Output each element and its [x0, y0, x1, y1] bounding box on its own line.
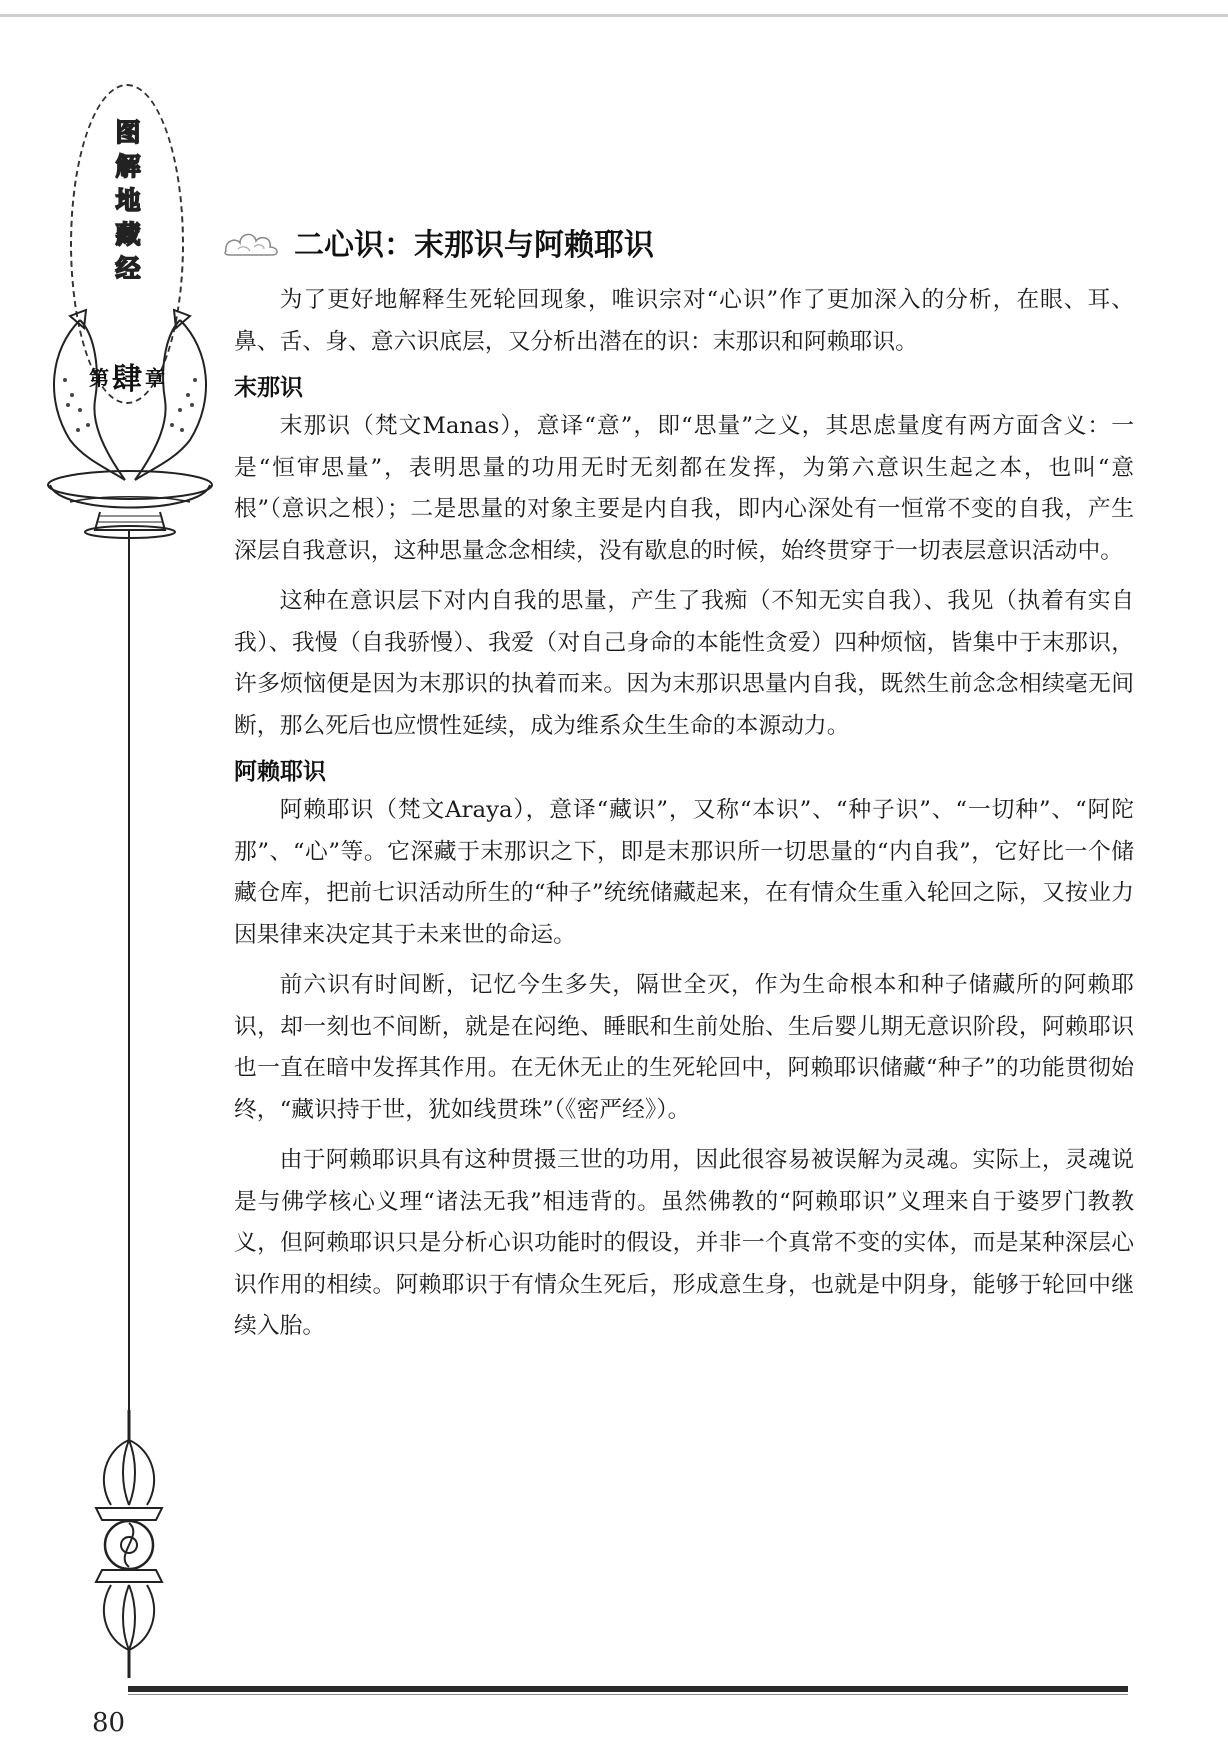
intro-paragraph: 为了更好地解释生死轮回现象，唯识宗对“心识”作了更加深入的分析，在眼、耳、鼻、舌、身、意六识底层，又分析出潜在的识：末那识和阿赖耶识。: [234, 287, 1134, 355]
manas-heading: 末那识: [234, 375, 303, 401]
book-title-vertical: [108, 116, 148, 286]
chapter-badge: [70, 342, 184, 410]
alaya-heading: 阿赖耶识: [234, 759, 326, 785]
alaya-paragraph: 阿赖耶识（梵文Araya），意译“藏识”，又称“本识”、“种子识”、“一切种”、“阿陀那”、“心”等。它深藏于末那识之下，即是末那识所一切思量的“内自我”，它好比一个储藏仓库，把前七识活动所生的“种子”统统储藏起来，在有情众生重入轮回之际，又按业力因果律来决定其于未来世的命运。: [234, 797, 1134, 948]
chapter-suffix: 章: [145, 365, 165, 390]
page-number: 80: [92, 1708, 126, 1738]
fish-lotus-ornament-icon: [40, 280, 220, 540]
footer-rule-thin: [128, 1694, 1128, 1695]
manas-paragraph: 这种在意识层下对内自我的思量，产生了我痴（不知无实自我）、我见（执着有实自我）、我慢（自我骄慢）、我爱（对自己身命的本能性贪爱）四种烦恼，皆集中于末那识，许多烦恼便是因为末那识的执着而来。因为末那识思量内自我，既然生前念念相续毫无间断，那么死后也应惯性延续，成为维系众生生命的本源动力。: [234, 588, 1134, 739]
main-content: [234, 280, 1134, 1348]
manas-paragraph: 末那识（梵文Manas），意译“意”，即“思量”之义，其思虑量度有两方面含义：一是“恒审思量”，表明思量的功用无时无刻都在发挥，为第六意识生起之本，也叫“意根”（意识之根）；二是思量的对象主要是内自我，即内心深处有一恒常不变的自我，产生深层自我意识，这种思量念念相续，没有歇息的时候，始终贯穿于一切表层意识活动中。: [234, 413, 1134, 564]
footer-rule: [128, 1686, 1128, 1692]
book-title-char: 地: [115, 186, 141, 215]
side-vertical-rule: [128, 530, 130, 1410]
top-rule: [0, 14, 1228, 17]
book-title-char: 经: [115, 254, 141, 283]
alaya-paragraph: 由于阿赖耶识具有这种贯摄三世的功用，因此很容易被误解为灵魂。实际上，灵魂说是与佛学核心义理“诸法无我”相违背的。虽然佛教的“阿赖耶识”义理来自于婆罗门教教义，但阿赖耶识只是分析心识功能时的假设，并非一个真常不变的实体，而是某种深层心识作用的相续。阿赖耶识于有情众生死后，形成意生身，也就是中阴身，能够于轮回中继续入胎。: [234, 1147, 1134, 1339]
chapter-prefix: 第: [89, 365, 109, 390]
cloud-ornament-icon: [222, 225, 282, 259]
book-title-char: 图: [115, 118, 141, 147]
section-title: 二心识：末那识与阿赖耶识: [294, 228, 654, 263]
alaya-paragraph: 前六识有时间断，记忆今生多失，隔世全灭，作为生命根本和种子储藏所的阿赖耶识，却一刻也不间断，就是在闷绝、睡眠和生前处胎、生后婴儿期无意识阶段，阿赖耶识也一直在暗中发挥其作用。在无休无止的生死轮回中，阿赖耶识储藏“种子”的功能贯彻始终，“藏识持于世，犹如线贯珠”（《密严经》）。: [234, 972, 1134, 1123]
section-heading: [222, 220, 654, 264]
chapter-number: 肆: [112, 362, 142, 397]
book-title-char: 藏: [115, 220, 141, 249]
book-title-char: 解: [115, 152, 141, 181]
vajra-icon: [86, 1410, 172, 1680]
